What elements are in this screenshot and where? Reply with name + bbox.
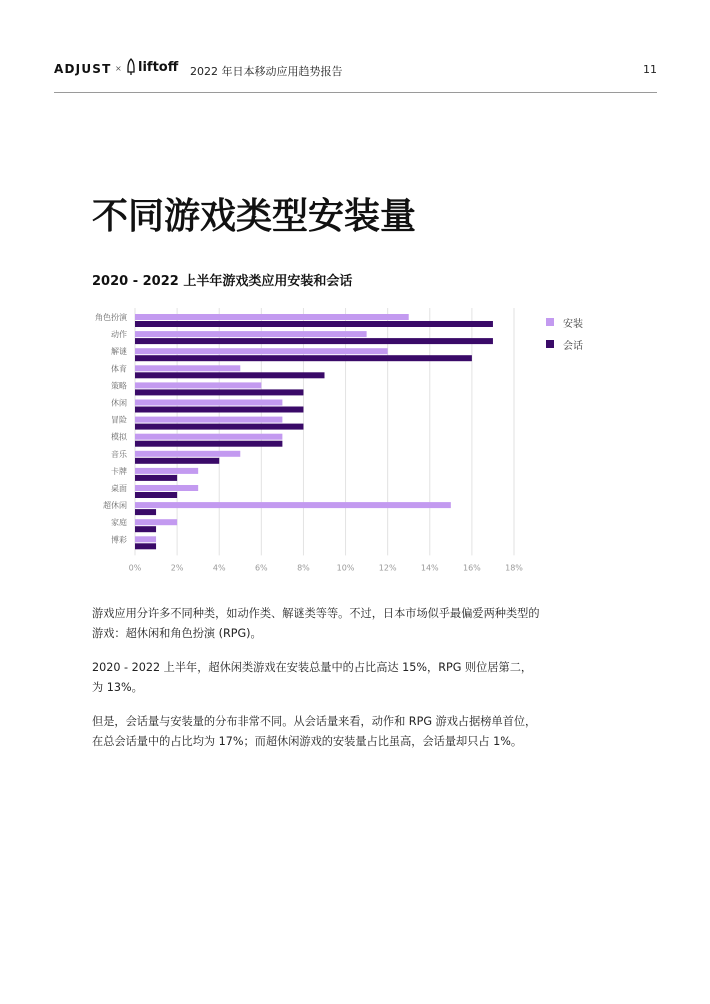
brand-separator: × <box>115 64 122 73</box>
bar-sessions <box>135 372 325 378</box>
bar-sessions <box>135 407 303 413</box>
paragraph: 游戏应用分许多不同种类，如动作类、解谜类等等。不过，日本市场似乎最偏爱两种类型的游戏：超休闲和角色扮演 (RPG)。 <box>92 607 540 640</box>
bar-sessions <box>135 509 156 515</box>
page-title: 不同游戏类型安装量 <box>92 196 417 237</box>
x-tick-label: 0% <box>128 563 142 573</box>
liftoff-rocket-icon <box>126 58 136 76</box>
paragraph: 但是，会话量与安装量的分布非常不同。从会话量来看，动作和 RPG 游戏占据榜单首位，在总会话量中的占比均为 17%；而超休闲游戏的安装量占比虽高，会话量却只占 1%。 <box>92 715 537 748</box>
bar-sessions <box>135 424 303 430</box>
bar-installs <box>135 485 198 491</box>
y-category-label: 动作 <box>111 330 127 340</box>
bar-sessions <box>135 389 303 395</box>
bar-installs <box>135 331 367 337</box>
legend-swatch-installs <box>546 318 554 326</box>
y-category-label: 博彩 <box>111 535 127 545</box>
paragraph: 2020 - 2022 上半年，超休闲类游戏在安装总量中的占比高达 15%，RPG 则位居第二，为 13%。 <box>92 661 533 694</box>
bar-installs <box>135 400 282 406</box>
legend-item-installs <box>546 311 583 333</box>
x-tick-label: 4% <box>212 563 226 573</box>
y-category-label: 超休闲 <box>103 501 127 511</box>
y-category-label: 音乐 <box>111 449 127 459</box>
bar-sessions <box>135 543 156 549</box>
bar-installs <box>135 468 198 474</box>
bar-chart <box>92 306 532 576</box>
legend-item-sessions <box>546 333 583 355</box>
page-header <box>54 58 657 93</box>
y-category-label: 解谜 <box>111 347 127 357</box>
bar-installs <box>135 382 261 388</box>
x-tick-label: 18% <box>505 563 523 573</box>
y-category-label: 策略 <box>111 381 127 391</box>
bar-installs <box>135 417 282 423</box>
bar-installs <box>135 365 240 371</box>
bar-sessions <box>135 458 219 464</box>
legend-label-sessions: 会话 <box>563 340 583 352</box>
adjust-logo: ADJUST <box>54 62 112 76</box>
bar-installs <box>135 434 282 440</box>
bar-installs <box>135 348 388 354</box>
y-category-label: 桌面 <box>111 484 127 493</box>
x-tick-label: 8% <box>297 563 310 573</box>
y-category-label: 卡牌 <box>111 466 127 476</box>
bar-installs <box>135 519 177 525</box>
bar-sessions <box>135 475 177 481</box>
x-tick-label: 2% <box>170 563 184 573</box>
x-tick-label: 14% <box>420 563 439 573</box>
report-title: 2022 年日本移动应用趋势报告 <box>190 65 343 78</box>
bar-sessions <box>135 441 282 447</box>
x-tick-label: 10% <box>336 563 355 573</box>
bar-sessions <box>135 526 156 532</box>
chart-title: 2020 - 2022 上半年游戏类应用安装和会话 <box>92 274 353 289</box>
y-category-label: 冒险 <box>111 415 127 425</box>
y-category-label: 休闲 <box>111 398 127 408</box>
bar-installs <box>135 314 409 320</box>
legend-swatch-sessions <box>546 340 554 348</box>
y-category-label: 体育 <box>111 364 127 374</box>
body-text <box>92 604 542 766</box>
page-number: 11 <box>643 63 657 76</box>
bar-installs <box>135 502 451 508</box>
y-category-label: 模拟 <box>111 432 127 442</box>
x-tick-label: 6% <box>254 563 268 573</box>
chart-legend <box>546 311 583 355</box>
y-category-label: 家庭 <box>111 518 127 528</box>
y-category-label: 角色扮演 <box>95 313 127 322</box>
bar-sessions <box>135 355 472 361</box>
bar-sessions <box>135 321 493 327</box>
legend-label-installs: 安装 <box>563 318 583 330</box>
bar-sessions <box>135 338 493 344</box>
x-tick-label: 12% <box>378 563 397 573</box>
x-tick-label: 16% <box>462 563 481 573</box>
bar-installs <box>135 536 156 542</box>
bar-installs <box>135 451 240 457</box>
bar-sessions <box>135 492 177 498</box>
liftoff-logo: liftoff <box>138 60 179 75</box>
